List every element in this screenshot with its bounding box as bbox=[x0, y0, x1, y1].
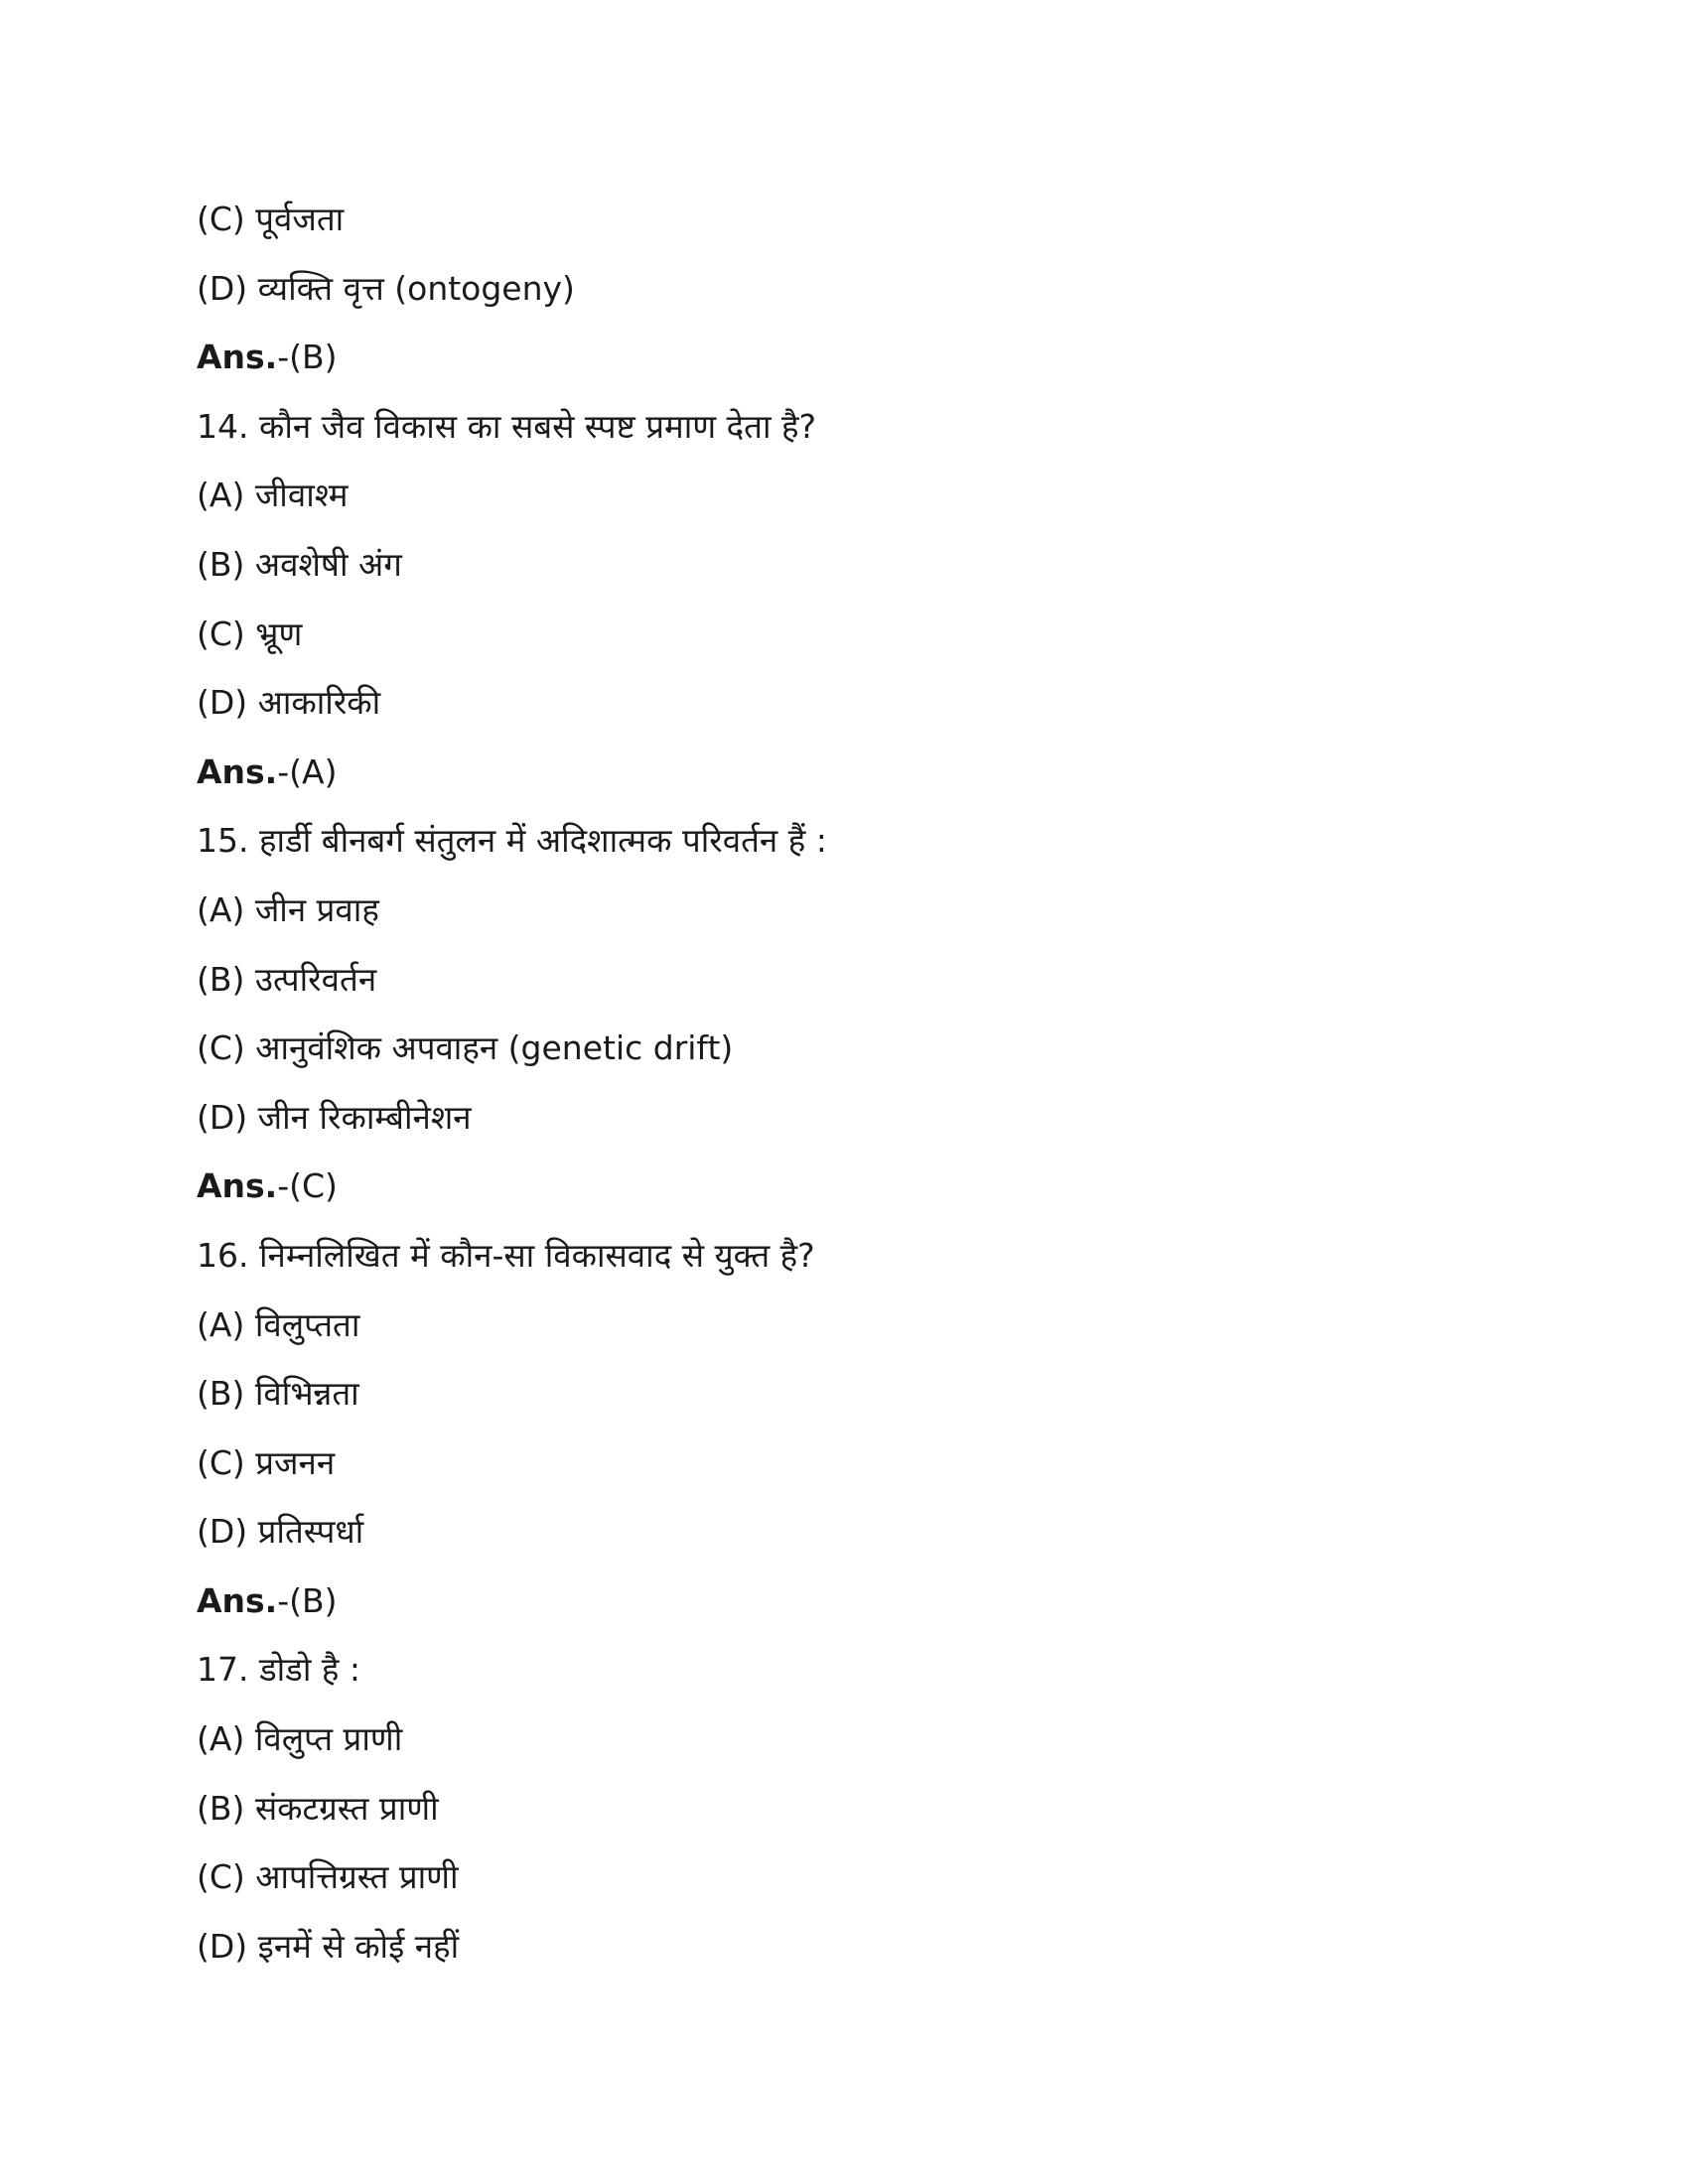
option-text: (C) प्रजनन bbox=[197, 1442, 336, 1482]
option-text: (C) पूर्वजता bbox=[197, 200, 345, 238]
option-text: (A) विलुप्त प्राणी bbox=[197, 1719, 403, 1759]
answer-value: -(B) bbox=[277, 1580, 338, 1620]
option-text: (C) आनुवंशिक अपवाहन (genetic drift) bbox=[197, 1028, 734, 1068]
option-text: (B) संकटग्रस्त प्राणी bbox=[197, 1788, 439, 1828]
answer-value: -(C) bbox=[277, 1166, 338, 1206]
answer-label: Ans. bbox=[197, 1166, 278, 1206]
document-page bbox=[197, 195, 1487, 1990]
answer-value: -(A) bbox=[277, 751, 338, 791]
answer-line bbox=[197, 1576, 1487, 1646]
option-text: (D) इनमें से कोई नहीं bbox=[197, 1926, 460, 1966]
answer-label: Ans. bbox=[197, 751, 278, 791]
option-text: (A) जीन प्रवाह bbox=[197, 889, 379, 929]
answer-line bbox=[197, 748, 1487, 817]
option-text: (B) अवशेषी अंग bbox=[197, 544, 402, 584]
option-text: (D) जीन रिकाम्बीनेशन bbox=[197, 1097, 472, 1137]
option-text: (A) जीवाश्म bbox=[197, 476, 349, 515]
question-text: 15. हार्डी बीनबर्ग संतुलन में अदिशात्मक परिवर्तन हैं : bbox=[197, 821, 827, 861]
option-text: (D) प्रतिस्पर्धा bbox=[197, 1512, 364, 1552]
question-text: 17. डोडो है : bbox=[197, 1650, 360, 1690]
option-text: (D) आकारिकी bbox=[197, 683, 381, 723]
option-text: (B) उत्परिवर्तन bbox=[197, 959, 377, 999]
option-text: (C) भ्रूण bbox=[197, 614, 303, 653]
answer-value: -(B) bbox=[277, 338, 338, 377]
option-text: (B) विभिन्नता bbox=[197, 1374, 359, 1414]
answer-label: Ans. bbox=[197, 1580, 278, 1620]
answer-line bbox=[197, 1161, 1487, 1231]
answer-label: Ans. bbox=[197, 338, 278, 377]
option-text: (D) व्यक्ति वृत्त (ontogeny) bbox=[197, 268, 575, 308]
option-text: (C) आपत्तिग्रस्त प्राणी bbox=[197, 1857, 459, 1897]
option-text: (A) विलुप्तता bbox=[197, 1304, 360, 1344]
question-text: 14. कौन जैव विकास का सबसे स्पष्ट प्रमाण देता है? bbox=[197, 406, 817, 446]
question-text: 16. निम्नलिखित में कौन-सा विकासवाद से युक्त है? bbox=[197, 1235, 815, 1275]
answer-line bbox=[197, 333, 1487, 402]
